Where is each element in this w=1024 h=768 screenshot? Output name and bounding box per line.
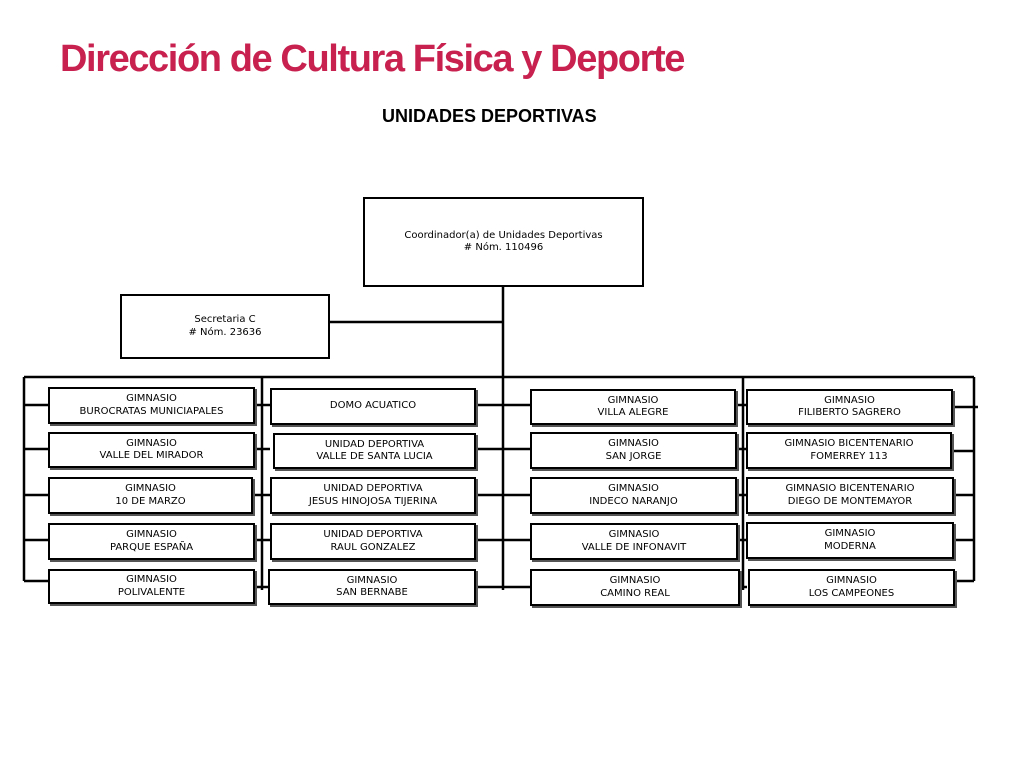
unit-line2: FOMERREY 113 bbox=[810, 450, 888, 462]
unit-box bbox=[270, 388, 476, 425]
unit-line1: GIMNASIO bbox=[346, 574, 398, 586]
unit-line1: UNIDAD DEPORTIVA bbox=[324, 438, 425, 450]
unit-line2: VILLA ALEGRE bbox=[597, 407, 669, 418]
unit-line2: VALLE DE INFONAVIT bbox=[581, 541, 687, 553]
unit-line1: GIMNASIO bbox=[824, 528, 876, 539]
unit-line1: GIMNASIO bbox=[126, 529, 177, 540]
unit-box bbox=[530, 389, 736, 425]
unit-box bbox=[48, 432, 255, 468]
unit-box bbox=[48, 569, 255, 604]
unit-box bbox=[530, 523, 738, 560]
unit-line1: UNIDAD DEPORTIVA bbox=[323, 483, 423, 494]
coordinator-box bbox=[363, 197, 644, 287]
unit-line1: GIMNASIO bbox=[608, 483, 659, 494]
unit-line1: GIMNASIO BICENTENARIO bbox=[785, 483, 915, 494]
unit-line1: GIMNASIO bbox=[608, 529, 660, 540]
unit-box bbox=[530, 432, 737, 469]
unit-box bbox=[270, 523, 476, 560]
page-title: Dirección de Cultura Física y Deporte bbox=[60, 38, 684, 80]
unit-line2: POLIVALENTE bbox=[117, 586, 186, 598]
unit-line2: DIEGO DE MONTEMAYOR bbox=[787, 495, 913, 507]
unit-line1: GIMNASIO bbox=[607, 394, 659, 406]
unit-line1: GIMNASIO bbox=[126, 574, 177, 585]
unit-line2: INDECO NARANJO bbox=[589, 495, 678, 507]
unit-box bbox=[273, 433, 476, 469]
unit-box bbox=[268, 569, 476, 605]
unit-box bbox=[48, 477, 253, 514]
unit-box bbox=[530, 569, 740, 606]
unit-box bbox=[48, 523, 255, 560]
unit-line1: GIMNASIO bbox=[126, 393, 177, 404]
unit-box bbox=[270, 477, 476, 514]
unit-line1: GIMNASIO bbox=[125, 483, 176, 494]
unit-line2: JESUS HINOJOSA TIJERINA bbox=[308, 495, 438, 507]
unit-line1: UNIDAD DEPORTIVA bbox=[323, 529, 423, 540]
unit-line2: VALLE DEL MIRADOR bbox=[99, 450, 204, 461]
unit-line1: GIMNASIO bbox=[609, 575, 661, 586]
unit-line2: BUROCRATAS MUNICIAPALES bbox=[79, 405, 224, 417]
unit-box bbox=[748, 569, 955, 606]
unit-line2: SAN JORGE bbox=[605, 450, 662, 462]
unit-box bbox=[530, 477, 737, 514]
secretary-box bbox=[120, 294, 330, 359]
secretary-number: # Nóm. 23636 bbox=[188, 326, 262, 338]
coordinator-number: # Nóm. 110496 bbox=[463, 242, 544, 253]
unit-box bbox=[48, 387, 255, 424]
unit-line1: GIMNASIO bbox=[826, 575, 877, 586]
secretary-title: Secretaria C bbox=[194, 314, 256, 325]
unit-line2: LOS CAMPEONES bbox=[808, 587, 895, 599]
unit-box bbox=[746, 389, 953, 425]
unit-line1: GIMNASIO bbox=[824, 394, 875, 406]
unit-box bbox=[746, 432, 952, 469]
unit-line2: PARQUE ESPAÑA bbox=[109, 541, 194, 553]
unit-line2: FILIBERTO SAGRERO bbox=[798, 407, 901, 418]
coordinator-title: Coordinador(a) de Unidades Deportivas bbox=[404, 229, 603, 241]
unit-line1: GIMNASIO bbox=[126, 437, 177, 449]
unit-line2: RAUL GONZALEZ bbox=[330, 541, 416, 553]
unit-line2: SAN BERNABE bbox=[336, 587, 408, 598]
page-subtitle: UNIDADES DEPORTIVAS bbox=[382, 106, 597, 126]
unit-line1: DOMO ACUATICO bbox=[329, 400, 417, 412]
unit-line1: GIMNASIO BICENTENARIO bbox=[784, 438, 914, 449]
unit-line2: 10 DE MARZO bbox=[115, 495, 186, 507]
unit-line2: CAMINO REAL bbox=[600, 587, 670, 599]
unit-line2: VALLE DE SANTA LUCIA bbox=[316, 451, 433, 462]
unit-box bbox=[746, 477, 954, 514]
unit-box bbox=[746, 522, 954, 559]
unit-line2: MODERNA bbox=[824, 540, 876, 552]
unit-line1: GIMNASIO bbox=[608, 438, 659, 449]
